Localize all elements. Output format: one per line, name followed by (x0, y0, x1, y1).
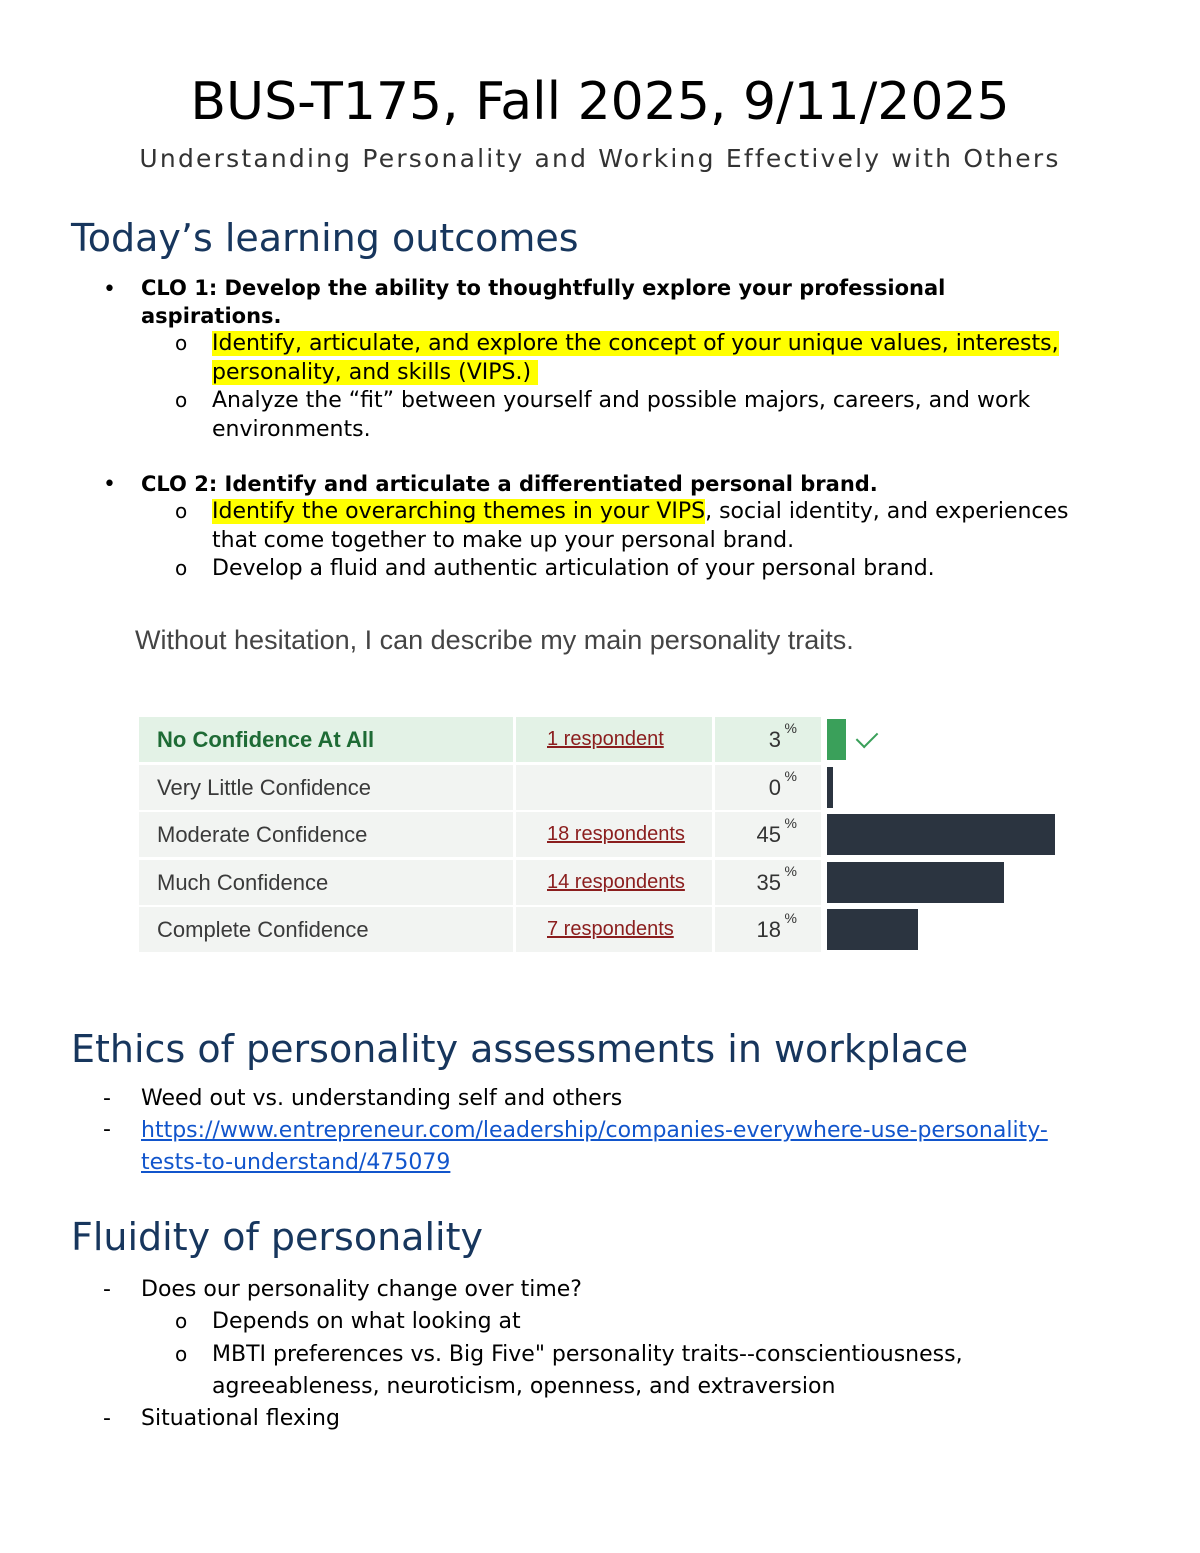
survey-percent-value: 18 (756, 917, 781, 942)
respondents-link[interactable]: 14 respondents (547, 870, 685, 893)
survey-option-label: Complete Confidence (157, 917, 369, 942)
survey-percent-value: 0 (768, 774, 781, 800)
clo2-text: CLO 2: Identify and articulate a differentiated personal brand. (141, 472, 878, 496)
survey-percent-cell (715, 860, 821, 905)
survey-respondents-cell (516, 717, 712, 762)
fluidity-sub-2-cont: agreeableness, neuroticism, openness, and extraversion (212, 1374, 836, 1399)
survey-label-cell (139, 907, 513, 952)
survey-row (139, 717, 1079, 762)
clo2-sub1 (212, 497, 1069, 526)
survey-row (139, 860, 1079, 905)
survey-respondents-cell (516, 812, 712, 857)
survey-row (139, 812, 1079, 857)
clo1-text-cont: aspirations. (141, 304, 282, 328)
dash-glyph: - (103, 1086, 111, 1111)
dash-glyph: - (103, 1277, 111, 1302)
survey-row (139, 765, 1079, 810)
document-title: BUS-T175, Fall 2025, 9/11/2025 (190, 72, 1010, 132)
respondents-link[interactable]: 7 respondents (547, 918, 674, 940)
clo1-sub2: Analyze the “fit” between yourself and possible majors, careers, and work (212, 388, 1031, 413)
entrepreneur-link-cont[interactable]: tests-to-understand/475079 (141, 1150, 451, 1175)
survey-percent-value: 45 (756, 822, 781, 847)
survey-respondents-cell (516, 907, 712, 952)
survey-label-cell (139, 717, 513, 762)
survey-option-label: Moderate Confidence (157, 822, 368, 847)
survey-respondents-cell (516, 765, 712, 810)
percent-symbol: % (784, 910, 797, 926)
clo2-sub1-rest: , social identity, and experiences (705, 499, 1069, 524)
clo1-text: CLO 1: Develop the ability to thoughtfully explore your professional (141, 276, 946, 300)
entrepreneur-link[interactable]: https://www.entrepreneur.com/leadership/companies-everywhere-use-personality- (141, 1118, 1048, 1143)
survey-percent-cell (715, 765, 821, 810)
learning-outcomes-heading: Today’s learning outcomes (71, 216, 579, 260)
percent-symbol: % (784, 767, 797, 784)
percent-symbol: % (784, 720, 797, 736)
sub-bullet-glyph: o (175, 499, 188, 523)
dash-glyph: - (103, 1117, 111, 1142)
respondents-link[interactable]: 18 respondents (547, 823, 685, 845)
survey-percent-bar (827, 814, 1055, 855)
survey-respondents-cell (516, 860, 712, 905)
clo1-sub1-highlight-cont: personality, and skills (VIPS.) (212, 360, 532, 385)
sub-bullet-glyph: o (175, 331, 188, 355)
survey-percent-bar (827, 862, 1004, 903)
survey-percent-bar (827, 909, 918, 950)
survey-label-cell (139, 765, 513, 810)
survey-question: Without hesitation, I can describe my main personality traits. (135, 625, 854, 655)
fluidity-sub-2: MBTI preferences vs. Big Five" personality traits--conscientiousness, (212, 1342, 963, 1367)
fluidity-sub-1: Depends on what looking at (212, 1309, 521, 1334)
sub-bullet-glyph: o (175, 556, 188, 580)
clo1-sub2-cont: environments. (212, 417, 371, 442)
dash-glyph: - (103, 1406, 111, 1431)
survey-option-label: Much Confidence (157, 869, 329, 895)
survey-percent-value: 35 (756, 869, 781, 895)
survey-percent-bar (827, 767, 833, 808)
bullet-glyph: • (103, 472, 116, 497)
clo1-sub1 (212, 329, 1059, 358)
survey-percent-bar (827, 719, 846, 760)
survey-percent-cell (715, 717, 821, 762)
sub-bullet-glyph: o (175, 388, 188, 412)
survey-label-cell (139, 812, 513, 857)
clo1-sub1-highlight: Identify, articulate, and explore the concept of your unique values, interests, (212, 331, 1059, 356)
check-icon (856, 726, 879, 749)
survey-percent-cell (715, 907, 821, 952)
survey-option-label: No Confidence At All (157, 727, 375, 752)
fluidity-heading: Fluidity of personality (71, 1215, 483, 1259)
fluidity-item-1: Does our personality change over time? (141, 1277, 582, 1302)
bullet-glyph: • (103, 277, 116, 302)
percent-symbol: % (784, 862, 797, 879)
ethics-heading: Ethics of personality assessments in workplace (71, 1027, 969, 1071)
percent-symbol: % (784, 815, 797, 831)
survey-label-cell (139, 860, 513, 905)
fluidity-item-2: Situational flexing (141, 1406, 340, 1431)
clo2-sub1-highlight: Identify the overarching themes in your VIPS (212, 499, 706, 524)
survey-percent-value: 3 (768, 727, 781, 752)
survey-percent-cell (715, 812, 821, 857)
ethics-item-1: Weed out vs. understanding self and others (141, 1086, 623, 1111)
respondents-link[interactable]: 1 respondent (547, 728, 664, 750)
sub-bullet-glyph: o (175, 1342, 188, 1366)
survey-row (139, 907, 1079, 952)
clo2-sub1-cont: that come together to make up your personal brand. (212, 528, 795, 553)
clo1-sub1-cont (212, 358, 538, 387)
clo2-sub2: Develop a fluid and authentic articulation of your personal brand. (212, 556, 935, 581)
document-subtitle: Understanding Personality and Working Effectively with Others (139, 144, 1061, 173)
sub-bullet-glyph: o (175, 1309, 188, 1333)
survey-option-label: Very Little Confidence (157, 774, 372, 800)
